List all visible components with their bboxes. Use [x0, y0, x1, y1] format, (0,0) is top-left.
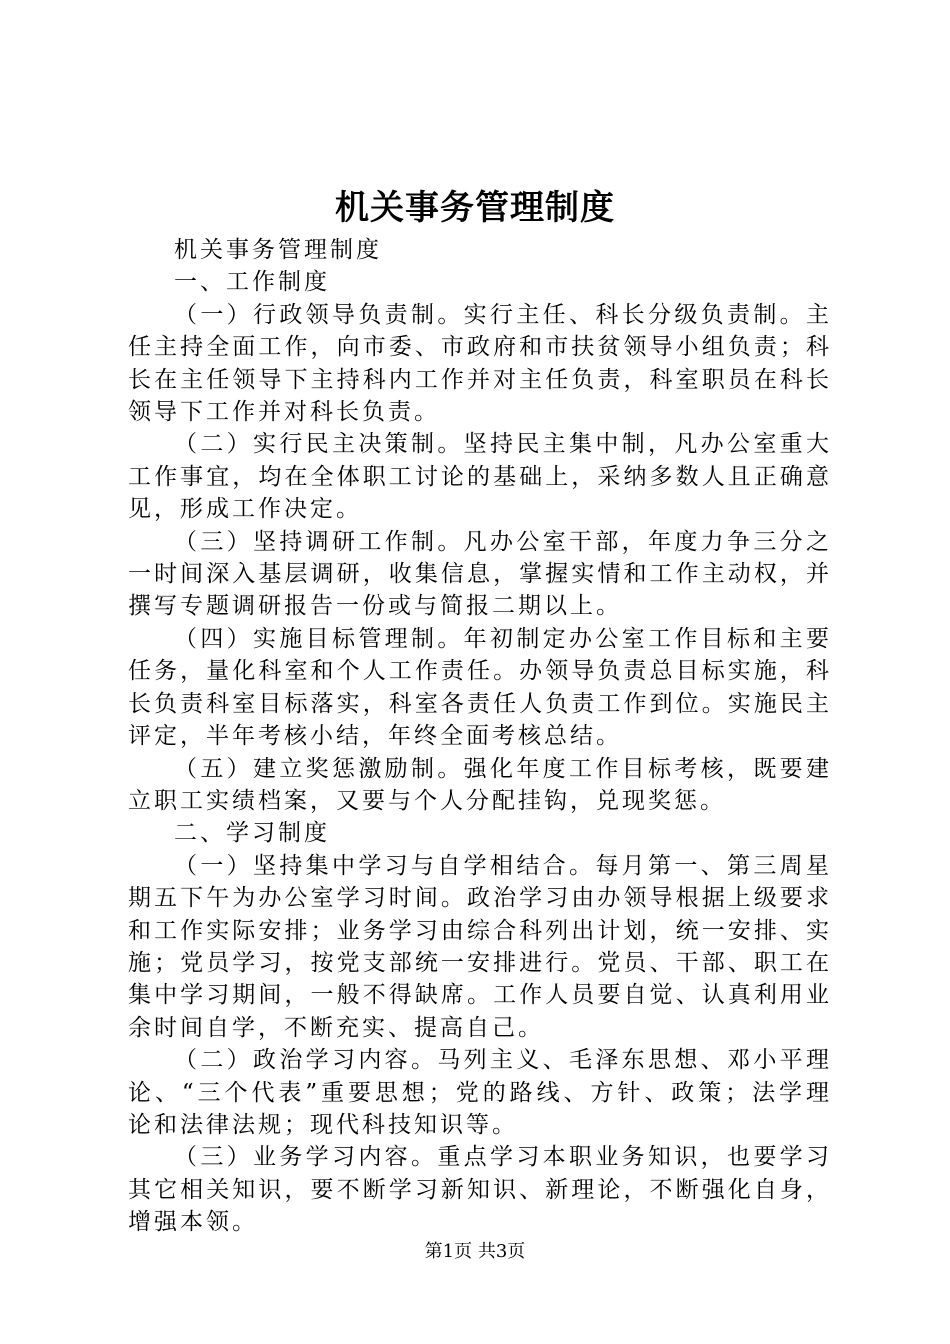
section-heading-work-system: 一、工作制度: [174, 269, 330, 296]
paragraph: （三）坚持调研工作制。凡办公室干部，年度力争三分之一时间深入基层调研，收集信息，掌握实情和工作主动权，并撰写专题调研报告一份或与简报二期以上。: [128, 528, 832, 620]
document-title: 机关事务管理制度: [335, 188, 615, 228]
paragraph: （二）政治学习内容。马列主义、毛泽东思想、邓小平理论、“三个代表”重要思想；党的路线、方针、政策；法学理论和法律法规；现代科技知识等。: [128, 1047, 832, 1138]
paragraph: （一）坚持集中学习与自学相结合。每月第一、第三周星期五下午为办公室学习时间。政治学习由办领导根据上级要求和工作实际安排；业务学习由综合科列出计划，统一安排、实施；党员学习，按党支部统一安排进行。党员、干部、职工在集中学习期间，一般不得缺席。工作人员要自觉、认真利用业余时间自学，不断充实、提高自己。: [128, 852, 832, 1041]
document-body: [128, 234, 832, 1239]
section-heading-study-system: 二、学习制度: [174, 820, 330, 847]
paragraph: （二）实行民主决策制。坚持民主集中制，凡办公室重大工作事宜，均在全体职工讨论的基础上，采纳多数人且正确意见，形成工作决定。: [128, 431, 832, 523]
paragraph: （五）建立奖惩激励制。强化年度工作目标考核，既要建立职工实绩档案，又要与个人分配挂钩，兑现奖惩。: [128, 755, 832, 814]
paragraph: （四）实施目标管理制。年初制定办公室工作目标和主要任务，量化科室和个人工作责任。办领导负责总目标实施，科长负责科室目标落实，科室各责任人负责工作到位。实施民主评定，半年考核小结，年终全面考核总结。: [128, 625, 832, 750]
paragraph: （三）业务学习内容。重点学习本职业务知识，也要学习其它相关知识，要不断学习新知识、新理论，不断强化自身，增强本领。: [128, 1144, 832, 1236]
page-footer: 第1页 共3页: [424, 1241, 526, 1262]
paragraph: （一）行政领导负责制。实行主任、科长分级负责制。主任主持全面工作，向市委、市政府和市扶贫领导小组负责；科长在主任领导下主持科内工作并对主任负责，科室职员在科长领导下工作并对科长负责。: [128, 301, 832, 426]
document-subtitle: 机关事务管理制度: [174, 237, 382, 263]
